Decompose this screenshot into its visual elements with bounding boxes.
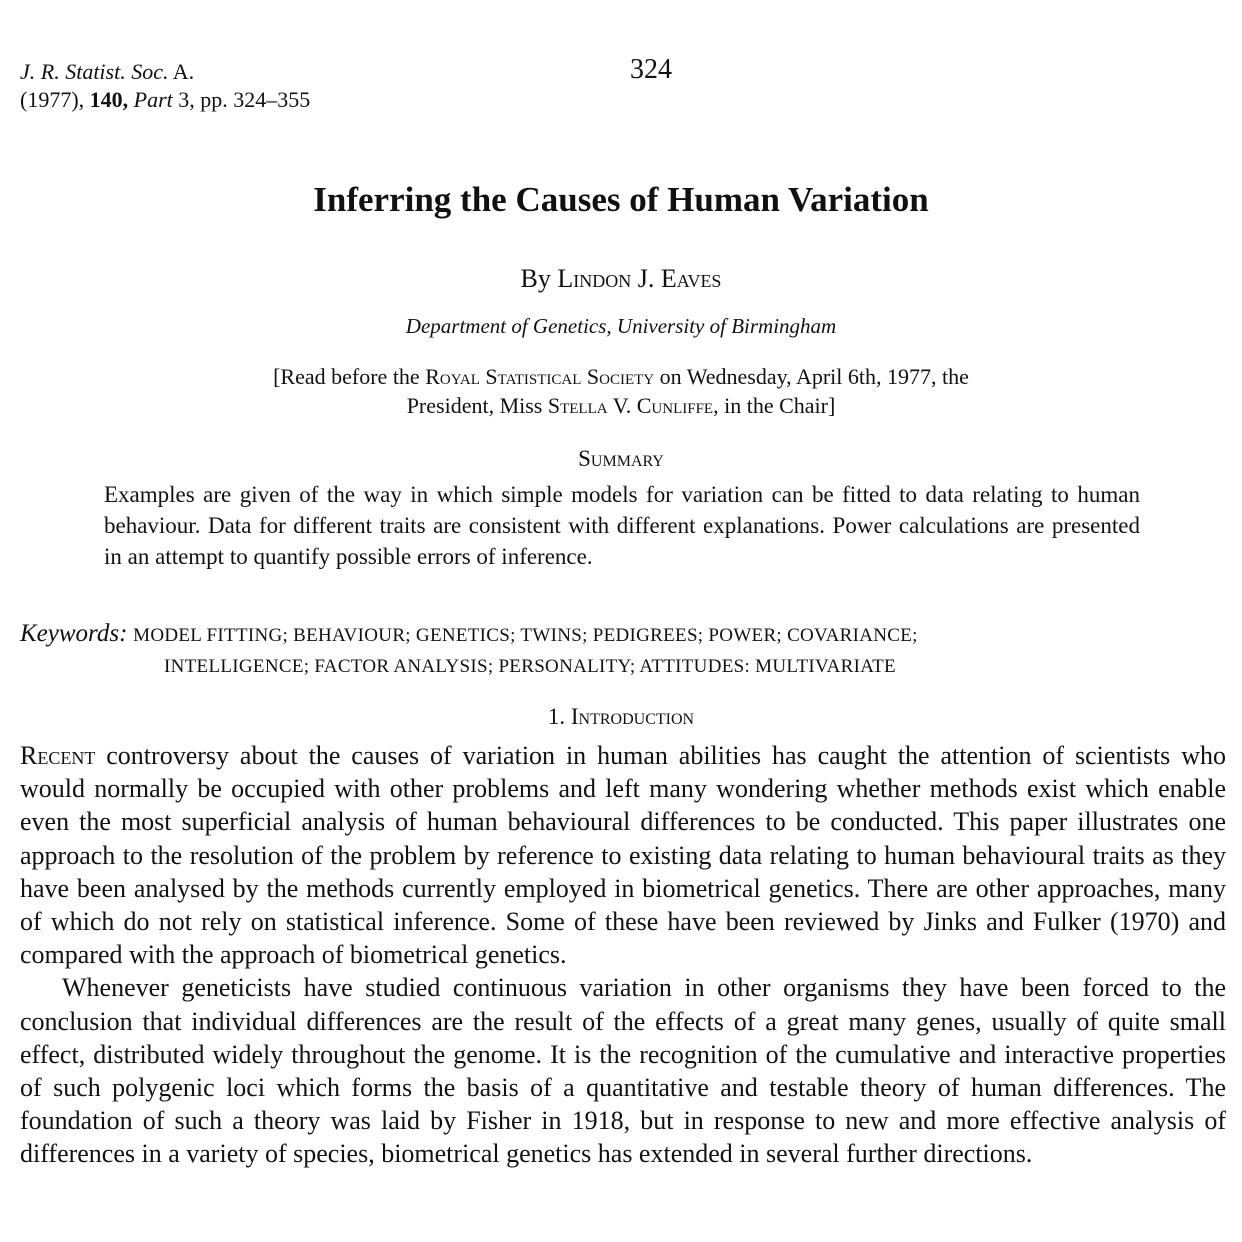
journal-volume: 140, bbox=[89, 87, 129, 112]
journal-part-number: 3, bbox=[178, 87, 195, 112]
keywords-line1 bbox=[20, 620, 918, 648]
keywords-list-line2: INTELLIGENCE; FACTOR ANALYSIS; PERSONALITY; ATTITUDES: MULTIVARIATE bbox=[164, 656, 896, 677]
keywords-list-line1: MODEL FITTING; BEHAVIOUR; GENETICS; TWINS; PEDIGREES; POWER; COVARIANCE; bbox=[133, 625, 918, 646]
journal-citation-line2 bbox=[20, 86, 310, 114]
body-text bbox=[20, 739, 1226, 1171]
paragraph-2: Whenever geneticists have studied continuous variation in other organisms they have been forced to the conclusion that individual differences are the result of the effects of a great many genes, usually of quite small effect, distributed widely throughout the genome. It is the recognition of the cumulative and interactive properties of such polygenic loci which forms the basis of a quantitative and testable theory of human differences. The foundation of such a theory was laid by Fisher in 1918, but in response to new and more effective analysis of differences in a variety of species, biometrical genetics has extended in several further directions. bbox=[20, 973, 1226, 1169]
read-note-society: Royal Statistical Society bbox=[425, 364, 655, 389]
section-heading bbox=[0, 704, 1242, 730]
affiliation: Department of Genetics, University of Birmingham bbox=[405, 314, 837, 338]
paper-title: Inferring the Causes of Human Variation bbox=[313, 180, 929, 219]
read-note-part2: on Wednesday, April 6th, 1977, the bbox=[659, 364, 969, 389]
read-note bbox=[0, 362, 1242, 420]
summary-heading: Summary bbox=[578, 446, 664, 471]
author-line bbox=[0, 264, 1242, 294]
read-note-part3: President, Miss bbox=[406, 393, 543, 418]
read-note-line1 bbox=[0, 362, 1242, 391]
read-note-line2 bbox=[0, 391, 1242, 420]
author-name: Lindon J. Eaves bbox=[557, 264, 722, 293]
paragraph-1-lead: Recent bbox=[20, 741, 96, 770]
read-note-part4: in the Chair] bbox=[724, 393, 836, 418]
read-note-chair: Stella V. Cunliffe, bbox=[547, 393, 719, 418]
author-prefix: By bbox=[520, 264, 551, 293]
keywords-colon: : bbox=[119, 620, 128, 647]
journal-part-label: Part bbox=[133, 87, 173, 112]
read-note-part1: [Read before the bbox=[273, 364, 420, 389]
paragraph-1-rest: controversy about the causes of variation in human abilities has caught the attention of scientists who would normally be occupied with other problems and left many wondering whether methods exist which enable even the most superficial analysis of human behavioural differences to be conducted. This paper illustrates one approach to the resolution of the problem by reference to existing data relating to human behavioural traits as they have been analysed by the methods currently employed in biometrical genetics. There are other approaches, many of which do not rely on statistical inference. Some of these have been reviewed by Jinks and Fulker (1970) and compared with the approach of biometrical genetics. bbox=[20, 741, 1226, 970]
journal-abbrev: J. R. Statist. Soc. bbox=[20, 59, 169, 84]
page-number: 324 bbox=[630, 54, 672, 85]
journal-pages: pp. 324–355 bbox=[200, 87, 311, 112]
keywords-label: Keywords bbox=[20, 620, 120, 647]
journal-year: (1977), bbox=[20, 87, 85, 112]
journal-series: A. bbox=[172, 59, 195, 84]
paragraph-1 bbox=[20, 739, 1226, 971]
summary-text: Examples are given of the way in which simple models for variation can be fitted to data relating to human behaviour. Data for different traits are consistent with different explanations. Power calculations are presented in an attempt to quantify possible errors of inference. bbox=[104, 482, 1140, 569]
section-heading-text: 1. Introduction bbox=[547, 704, 695, 729]
